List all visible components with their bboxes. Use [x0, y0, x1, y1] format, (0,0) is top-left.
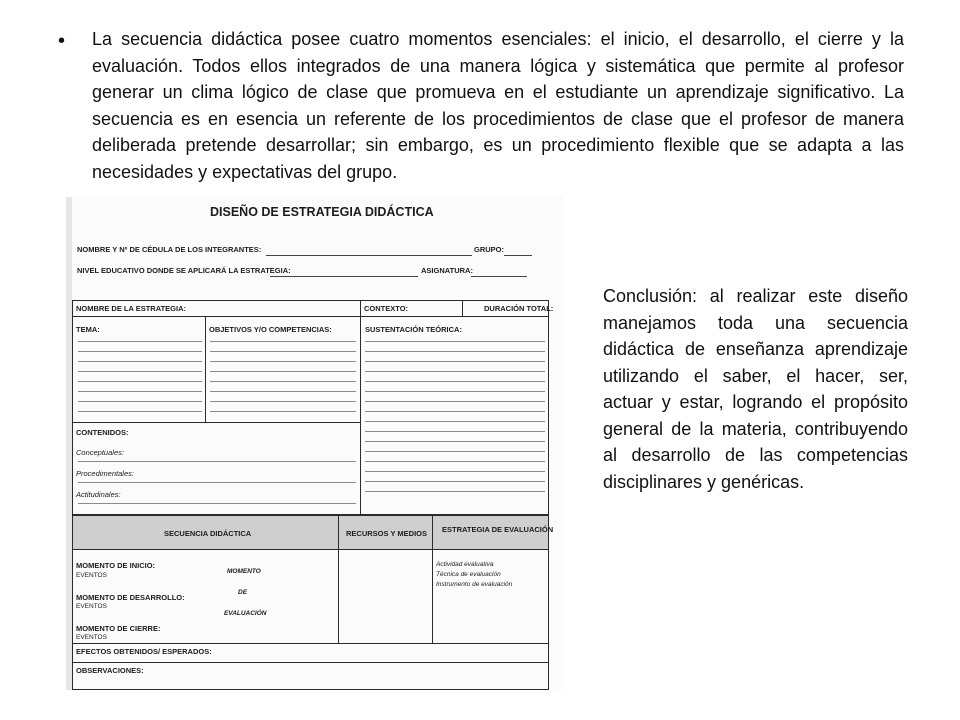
- rule: [365, 471, 545, 472]
- momento-inicio-label: MOMENTO DE INICIO:: [76, 561, 156, 570]
- col-divider-duration: [462, 300, 463, 316]
- rule: [365, 421, 545, 422]
- duracion-label: DURACIÓN TOTAL:: [484, 304, 554, 313]
- de-word: DE: [238, 589, 248, 596]
- conclusion-paragraph: Conclusión: al realizar este diseño manejamos toda una secuencia didáctica de enseñanza aprendizaje utilizando el saber, el hacer, ser, actuar y estar, logrando el propósito general de la materia, contribuyendo al desarrollo de las competencias disciplinares y genéricas.: [603, 286, 908, 492]
- bullet-symbol: •: [58, 30, 66, 52]
- rule: [78, 482, 356, 483]
- grupo-line: [504, 255, 532, 256]
- momento-desarrollo-label: MOMENTO DE DESARROLLO:: [76, 593, 185, 602]
- estrategia-evaluacion-header: ESTRATEGIA DE EVALUACIÓN: [442, 525, 554, 534]
- rule: [78, 341, 202, 342]
- rule: [210, 371, 356, 372]
- rule: [365, 361, 545, 362]
- rule: [365, 431, 545, 432]
- rule: [210, 361, 356, 362]
- rule: [210, 351, 356, 352]
- rule: [365, 441, 545, 442]
- evaluacion-word: EVALUACIÓN: [224, 610, 267, 617]
- rule: [78, 391, 202, 392]
- sustentacion-label: SUSTENTACIÓN TEÓRICA:: [365, 325, 462, 334]
- momento-cierre-label: MOMENTO DE CIERRE:: [76, 624, 161, 633]
- grupo-label: GRUPO:: [474, 245, 504, 254]
- col-divider-evaluacion: [432, 515, 433, 643]
- rule: [365, 481, 545, 482]
- rule: [365, 351, 545, 352]
- col-divider-context: [360, 300, 361, 515]
- actividad-evaluativa-label: Actividad evaluativa: [436, 561, 494, 568]
- rule: [78, 461, 356, 462]
- procedimentales-label: Procedimentales:: [76, 469, 134, 478]
- rule: [78, 361, 202, 362]
- nombre-line: [266, 255, 472, 256]
- rule: [210, 411, 356, 412]
- rule: [365, 461, 545, 462]
- rule: [78, 503, 356, 504]
- rule: [78, 381, 202, 382]
- asignatura-line: [471, 276, 527, 277]
- bottom-section-box: [72, 515, 549, 690]
- objetivos-label: OBJETIVOS Y/O COMPETENCIAS:: [209, 325, 332, 334]
- eventos-label-2: EVENTOS: [76, 603, 107, 610]
- rule: [365, 341, 545, 342]
- contexto-label: CONTEXTO:: [364, 304, 409, 313]
- rule: [365, 401, 545, 402]
- strategy-design-form-image: [66, 197, 563, 690]
- conceptuales-label: Conceptuales:: [76, 448, 124, 457]
- row-divider: [72, 316, 549, 317]
- rule: [78, 371, 202, 372]
- efectos-divider: [72, 643, 549, 644]
- rule: [210, 341, 356, 342]
- observaciones-divider: [72, 662, 549, 663]
- secuencia-header: SECUENCIA DIDÁCTICA: [164, 529, 252, 538]
- rule: [210, 381, 356, 382]
- instrumento-evaluacion-label: Instrumento de evaluación: [436, 581, 513, 588]
- rule: [210, 391, 356, 392]
- nombre-label: NOMBRE Y Nº DE CÉDULA DE LOS INTEGRANTES:: [77, 245, 262, 254]
- contenidos-label: CONTENIDOS:: [76, 428, 129, 437]
- contenidos-divider: [72, 422, 360, 423]
- rule: [78, 411, 202, 412]
- rule: [365, 371, 545, 372]
- rule: [78, 351, 202, 352]
- sequence-header-divider: [72, 549, 549, 550]
- momento-word: MOMENTO: [227, 568, 261, 575]
- rule: [365, 381, 545, 382]
- rule: [365, 451, 545, 452]
- observaciones-label: OBSERVACIONES:: [76, 666, 144, 675]
- rule: [365, 411, 545, 412]
- col-divider-recursos: [338, 515, 339, 643]
- nombre-estrategia-label: NOMBRE DE LA ESTRATEGIA:: [76, 304, 186, 313]
- rule: [365, 391, 545, 392]
- actitudinales-label: Actitudinales:: [76, 490, 121, 499]
- recursos-header: RECURSOS Y MEDIOS: [346, 529, 427, 538]
- nivel-line: [270, 276, 418, 277]
- eventos-label-1: EVENTOS: [76, 572, 107, 579]
- eventos-label-3: EVENTOS: [76, 634, 107, 641]
- col-divider-objectives: [205, 316, 206, 422]
- rule: [365, 491, 545, 492]
- efectos-label: EFECTOS OBTENIDOS/ ESPERADOS:: [76, 647, 212, 656]
- asignatura-label: ASIGNATURA:: [421, 266, 473, 275]
- secuencia-paragraph: La secuencia didáctica posee cuatro momentos esenciales: el inicio, el desarrollo, el cierre y la evaluación. Todos ellos integrados de una manera lógica y sistemática que permite al profesor generar un clima lógico de clase que promueva en el estudiante un aprendizaje significativo. La secuencia es en esencia un referente de los procedimientos de clase que el profesor de manera deliberada pretende desarrollar; sin embargo, es un procedimiento flexible que se adapta a las necesidades y expectativas del grupo.: [92, 29, 904, 182]
- rule: [78, 401, 202, 402]
- tema-label: TEMA:: [76, 325, 100, 334]
- nivel-label: NIVEL EDUCATIVO DONDE SE APLICARÁ LA ESTRATEGIA:: [77, 266, 291, 275]
- tecnica-evaluacion-label: Técnica de evaluación: [436, 571, 501, 578]
- rule: [210, 401, 356, 402]
- form-title: DISEÑO DE ESTRATEGIA DIDÁCTICA: [210, 205, 434, 219]
